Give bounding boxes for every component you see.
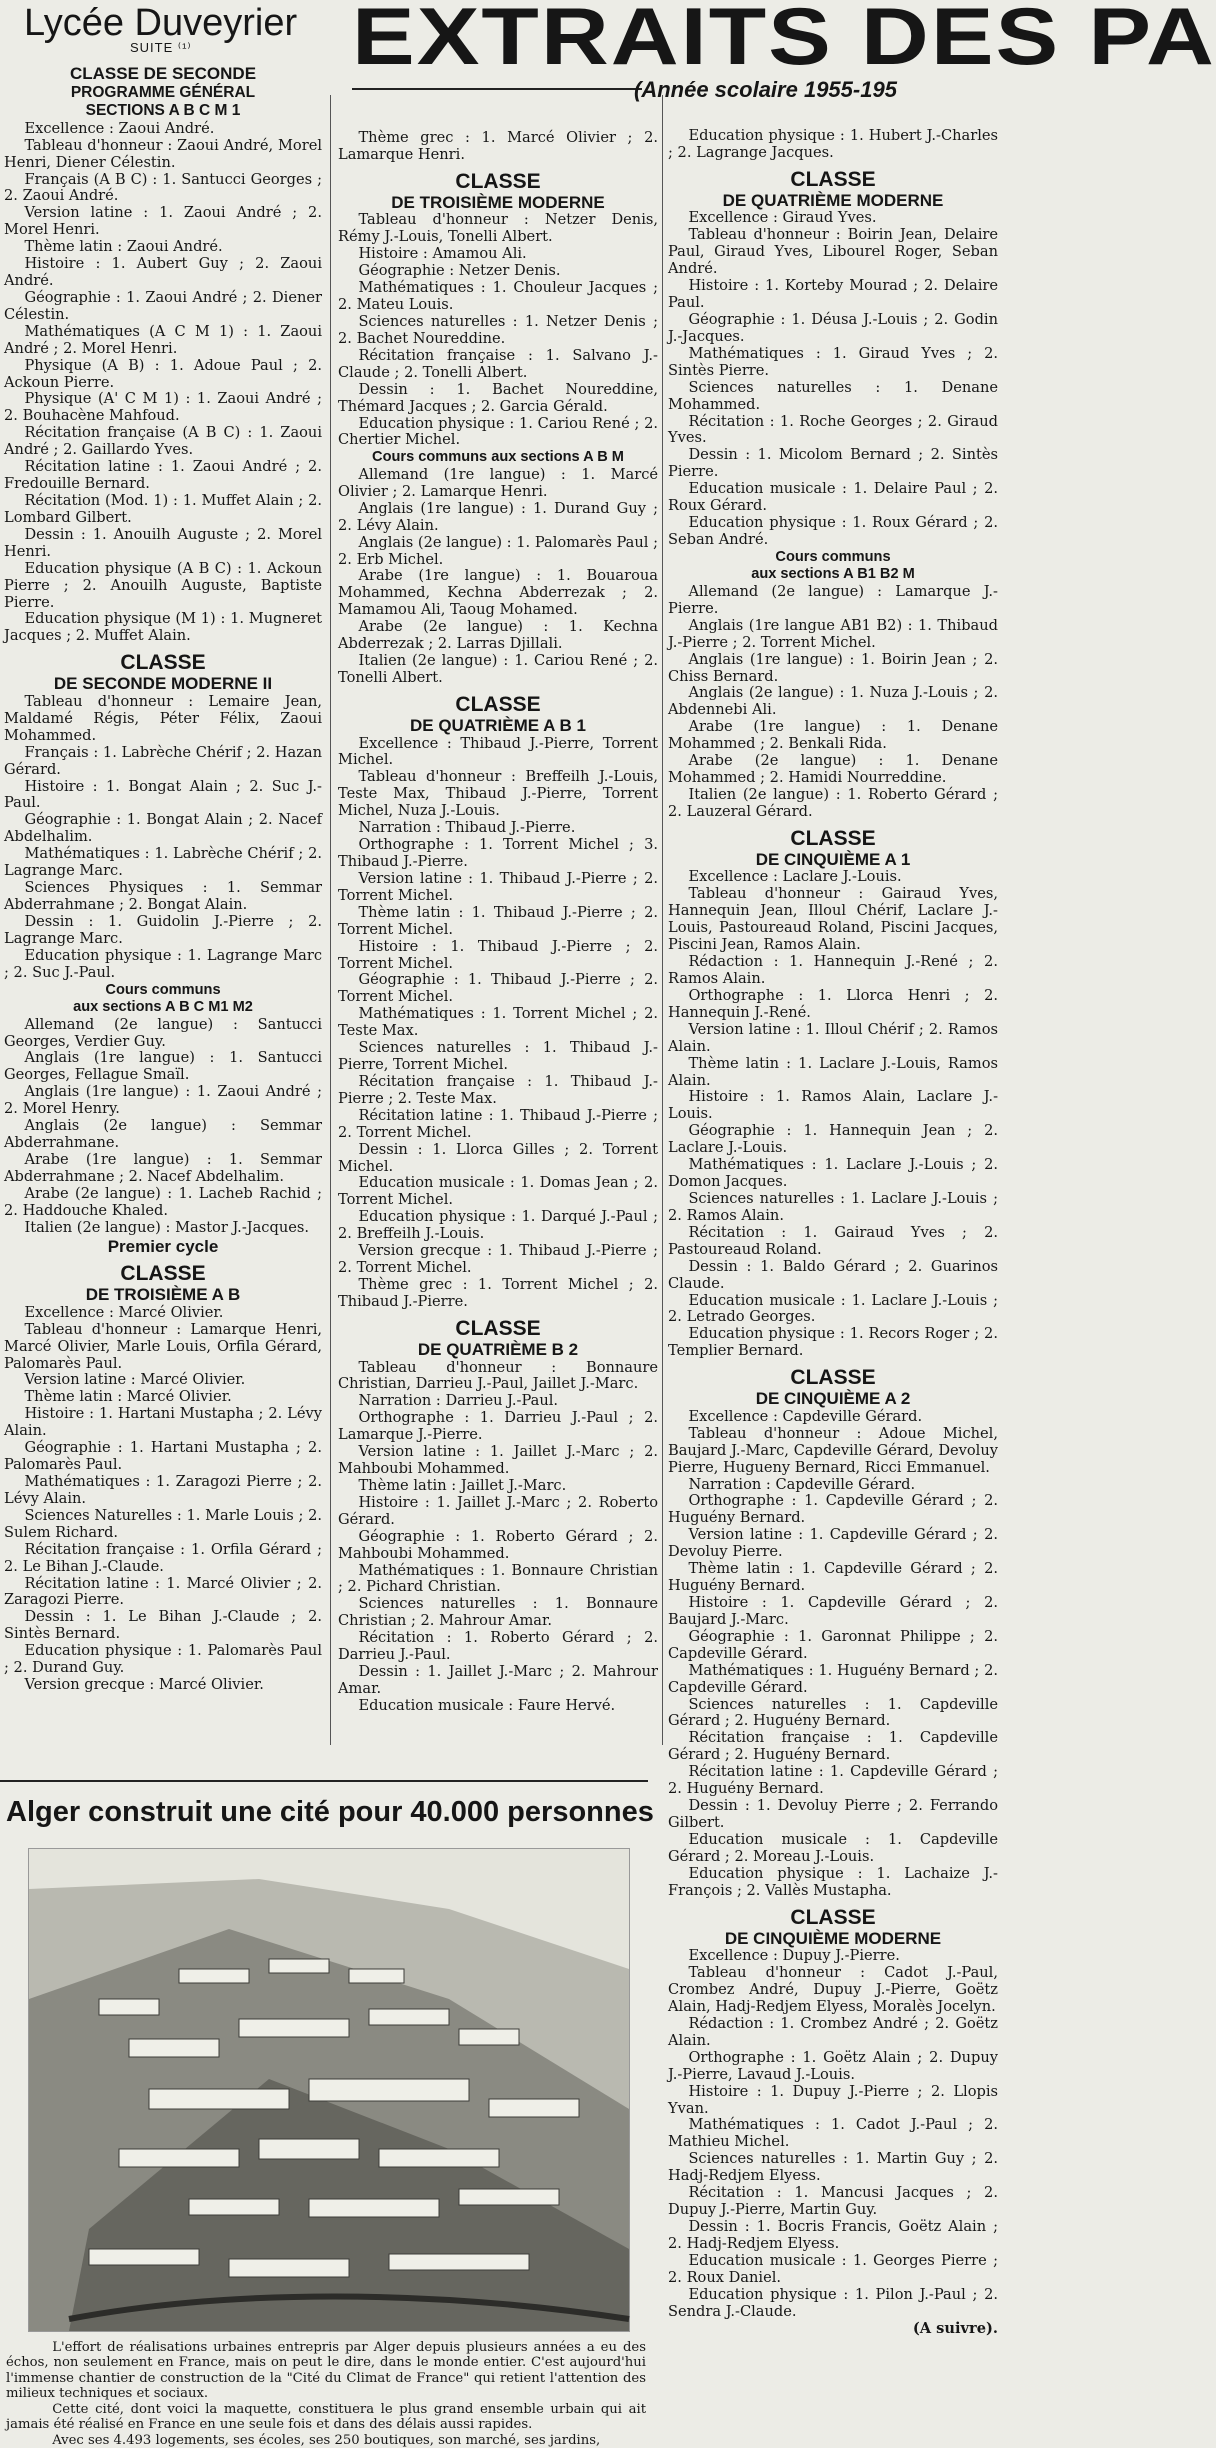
section-heading: DE CINQUIÈME MODERNE (724, 1928, 942, 1948)
result-line: Mathématiques : 1. Chouleur Jacques ; 2. Mateu Louis. (338, 279, 658, 314)
result-line: Physique (A B) : 1. Adoue Paul ; 2. Ackoun Pierre. (4, 356, 322, 391)
result-line: Anglais (2e langue) : Semmar Abderrahmane. (4, 1117, 322, 1152)
result-line: Sciences Physiques : 1. Semmar Abderrahmane ; 2. Bongat Alain. (4, 879, 322, 914)
result-line: Mathématiques : 1. Huguény Bernard ; 2. Capdeville Gérard. (668, 1661, 998, 1696)
result-line: Sciences naturelles : 1. Capdeville Gérard ; 2. Huguény Bernard. (668, 1695, 998, 1730)
result-line: Version latine : 1. Jaillet J.-Marc ; 2. Mahboubi Mohammed. (338, 1443, 658, 1478)
result-line: Mathématiques : 1. Giraud Yves ; 2. Sintès Pierre. (668, 344, 998, 379)
school-name: Lycée Duveyrier (24, 2, 298, 44)
result-line: Arabe (1re langue) : 1. Denane Mohammed ; 2. Benkali Rida. (668, 718, 998, 753)
article-title: Alger construit une cité pour 40.000 personnes (6, 1796, 654, 1828)
result-line: Italien (2e langue) : Mastor J.-Jacques. (24, 1218, 309, 1236)
result-line: Education physique : 1. Cariou René ; 2. Chertier Michel. (338, 414, 658, 449)
result-line: Orthographe : 1. Darrieu J.-Paul ; 2. Lamarque J.-Pierre. (338, 1409, 658, 1444)
result-line: Géographie : 1. Zaoui André ; 2. Diener Célestin. (4, 288, 322, 323)
result-line: Version grecque : Marcé Olivier. (24, 1676, 264, 1694)
caption-paragraph: Cette cité, dont voici la maquette, constituera le plus grand ensemble urbain qui ait jamais été réalisé en France en une seule fois et dans des délais aussi rapides. (6, 2401, 646, 2433)
result-line: Education musicale : 1. Georges Pierre ; 2. Roux Daniel. (668, 2251, 998, 2286)
section-heading: CLASSE (790, 826, 876, 850)
result-line: Sciences naturelles : 1. Denane Mohammed. (668, 378, 998, 413)
result-line: Mathématiques : 1. Bonnaure Christian ; 2. Pichard Christian. (338, 1561, 658, 1596)
result-line: Récitation française (A B C) : 1. Zaoui André ; 2. Gaillardo Yves. (4, 424, 322, 459)
section-heading: DE TROISIÈME A B (85, 1285, 241, 1305)
section-heading: aux sections A B C M1 M2 (73, 999, 253, 1016)
result-line: Education musicale : 1. Capdeville Gérard ; 2. Moreau J.-Louis. (668, 1830, 998, 1865)
result-line: Education physique : 1. Darqué J.-Paul ; 2. Breffeilh J.-Louis. (338, 1208, 658, 1243)
result-line: Récitation : 1. Gairaud Yves ; 2. Pastoureaud Roland. (668, 1223, 998, 1258)
result-line: Education musicale : Faure Hervé. (358, 1696, 616, 1714)
result-line: Récitation : 1. Roberto Gérard ; 2. Darrieu J.-Paul. (338, 1629, 658, 1664)
result-line: Narration : Capdeville Gérard. (688, 1475, 916, 1493)
result-line: Dessin : 1. Baldo Gérard ; 2. Guarinos Claude. (668, 1257, 998, 1292)
result-line: Géographie : 1. Hartani Mustapha ; 2. Palomarès Paul. (4, 1439, 322, 1474)
model-photo (28, 1848, 630, 2332)
result-line: Italien (2e langue) : 1. Cariou René ; 2. Tonelli Albert. (338, 652, 658, 686)
results-column-1 (4, 64, 322, 1694)
result-line: Orthographe : 1. Llorca Henri ; 2. Hannequin J.-René. (668, 986, 998, 1021)
result-line: Education physique : 1. Pilon J.-Paul ; 2. Sendra J.-Claude. (668, 2285, 998, 2320)
result-line: Thème grec : 1. Torrent Michel ; 2. Thibaud J.-Pierre. (338, 1276, 658, 1310)
result-line: Arabe (2e langue) : 1. Kechna Abderrezak ; 2. Larras Djillali. (338, 618, 658, 653)
result-line: Thème latin : 1. Capdeville Gérard ; 2. Huguény Bernard. (668, 1560, 998, 1595)
result-line: Dessin : 1. Llorca Gilles ; 2. Torrent Michel. (338, 1140, 658, 1175)
result-line: Histoire : 1. Hartani Mustapha ; 2. Lévy Alain. (4, 1405, 322, 1440)
result-line: Thème grec : 1. Marcé Olivier ; 2. Lamarque Henri. (338, 129, 658, 163)
section-heading: DE QUATRIÈME A B 1 (410, 715, 586, 735)
result-line: Dessin : 1. Le Bihan J.-Claude ; 2. Sintès Bernard. (4, 1608, 322, 1643)
result-line: Récitation française : 1. Orfila Gérard ; 2. Le Bihan J.-Claude. (4, 1540, 322, 1575)
result-line: Arabe (2e langue) : 1. Denane Mohammed ; 2. Hamidi Nourreddine. (668, 752, 998, 787)
result-line: Thème latin : Jaillet J.-Marc. (358, 1476, 567, 1494)
result-line: Anglais (1re langue) : 1. Zaoui André ; 2. Morel Henry. (4, 1083, 322, 1118)
result-line: Version latine : 1. Thibaud J.-Pierre ; 2. Torrent Michel. (338, 869, 658, 904)
result-line: Narration : Darrieu J.-Paul. (358, 1392, 559, 1410)
result-line: Dessin : 1. Micolom Bernard ; 2. Sintès Pierre. (668, 446, 998, 481)
result-line: Histoire : 1. Dupuy J.-Pierre ; 2. Llopis Yvan. (668, 2082, 998, 2117)
result-line: Mathématiques : 1. Torrent Michel ; 2. Teste Max. (338, 1005, 658, 1040)
result-line: Excellence : Zaoui André. (24, 119, 215, 137)
result-line: Mathématiques : 1. Labrèche Chérif ; 2. Lagrange Marc. (4, 845, 322, 880)
section-heading: CLASSE (120, 651, 206, 675)
result-line: Rédaction : 1. Hannequin J.-René ; 2. Ramos Alain. (668, 953, 998, 987)
section-heading: Cours communs (775, 548, 891, 565)
result-line: Dessin : 1. Devoluy Pierre ; 2. Ferrando Gilbert. (668, 1797, 998, 1831)
result-line: Thème latin : 1. Thibaud J.-Pierre ; 2. Torrent Michel. (338, 903, 658, 938)
section-heading: CLASSE (455, 1316, 541, 1340)
result-line: Anglais (1re langue) : 1. Boirin Jean ; 2. Chiss Bernard. (668, 650, 998, 685)
result-line: Version grecque : 1. Thibaud J.-Pierre ; 2. Torrent Michel. (338, 1242, 658, 1277)
result-line: Récitation française : 1. Capdeville Gérard ; 2. Huguény Bernard. (668, 1729, 998, 1764)
result-line: Mathématiques : 1. Zaragozi Pierre ; 2. Lévy Alain. (4, 1473, 322, 1507)
section-heading: DE SECONDE MODERNE II (53, 674, 273, 694)
result-line: Anglais (1re langue) : 1. Durand Guy ; 2. Lévy Alain. (338, 499, 658, 534)
result-line: Géographie : 1. Hannequin Jean ; 2. Laclare J.-Louis. (668, 1122, 998, 1157)
result-line: Physique (A' C M 1) : 1. Zaoui André ; 2. Bouhacène Mahfoud. (4, 390, 322, 425)
headline-rule (352, 88, 642, 90)
result-line: Version latine : 1. Illoul Chérif ; 2. Ramos Alain. (668, 1020, 998, 1055)
result-line: Education physique : 1. Recors Roger ; 2. Templier Bernard. (668, 1325, 998, 1360)
section-heading: CLASSE (120, 1262, 206, 1286)
result-line: Sciences naturelles : 1. Thibaud J.-Pierre, Torrent Michel. (338, 1039, 658, 1074)
result-line: Education musicale : 1. Delaire Paul ; 2. Roux Gérard. (668, 480, 998, 515)
section-heading: Premier cycle (107, 1236, 219, 1256)
result-line: Dessin : 1. Anouilh Auguste ; 2. Morel Henri. (4, 525, 322, 560)
result-line: Version latine : 1. Capdeville Gérard ; 2. Devoluy Pierre. (668, 1526, 998, 1561)
result-line: Tableau d'honneur : Gairaud Yves, Hannequin Jean, Illoul Chérif, Laclare J.-Louis, Pastoureaud Roland, Piscini Jacques, Piscini Jean, Ramos Alain. (668, 885, 998, 954)
result-line: Arabe (1re langue) : 1. Semmar Abderrahmane ; 2. Nacef Abdelhalim. (4, 1151, 322, 1185)
result-line: Géographie : 1. Déusa J.-Louis ; 2. Godin J.-Jacques. (668, 311, 998, 345)
result-line: Récitation latine : 1. Zaoui André ; 2. Fredouille Bernard. (4, 458, 322, 493)
result-line: Orthographe : 1. Capdeville Gérard ; 2. Huguény Bernard. (668, 1492, 998, 1527)
result-line: Anglais (2e langue) : 1. Nuza J.-Louis ; 2. Abdennebi Ali. (668, 684, 998, 719)
result-line: Sciences naturelles : 1. Martin Guy ; 2. Hadj-Redjem Elyess. (668, 2150, 998, 2185)
result-line: Français (A B C) : 1. Santucci Georges ; 2. Zaoui André. (4, 170, 322, 205)
result-line: Dessin : 1. Jaillet J.-Marc ; 2. Mahrour Amar. (338, 1663, 658, 1698)
result-line: Excellence : Marcé Olivier. (24, 1303, 224, 1321)
result-line: Anglais (1re langue) : 1. Santucci Georges, Fellague Smaïl. (4, 1049, 322, 1084)
result-line: Mathématiques : 1. Laclare J.-Louis ; 2. Domon Jacques. (668, 1156, 998, 1191)
result-line: Education physique : 1. Lagrange Marc ; 2. Suc J.-Paul. (4, 946, 322, 981)
result-line: Mathématiques (A C M 1) : 1. Zaoui André ; 2. Morel Henri. (4, 322, 322, 357)
result-line: Narration : Thibaud J.-Pierre. (358, 819, 576, 837)
result-line: Allemand (1re langue) : 1. Marcé Olivier ; 2. Lamarque Henri. (338, 465, 658, 500)
result-line: Version latine : Marcé Olivier. (24, 1371, 246, 1389)
results-column-3 (668, 128, 998, 2337)
result-line: Arabe (2e langue) : 1. Lacheb Rachid ; 2. Haddouche Khaled. (4, 1184, 322, 1219)
section-heading: PROGRAMME GÉNÉRAL (70, 83, 256, 101)
result-line: Récitation latine : 1. Thibaud J.-Pierre ; 2. Torrent Michel. (338, 1106, 658, 1141)
result-line: Education musicale : 1. Domas Jean ; 2. Torrent Michel. (338, 1174, 658, 1209)
result-line: Education physique : 1. Hubert J.-Charles ; 2. Lagrange Jacques. (668, 127, 998, 161)
result-line: Récitation latine : 1. Marcé Olivier ; 2. Zaragozi Pierre. (4, 1574, 322, 1609)
result-line: Sciences naturelles : 1. Netzer Denis ; 2. Bachet Noureddine. (338, 313, 658, 347)
result-line: Education physique (A B C) : 1. Ackoun Pierre ; 2. Anouilh Auguste, Baptiste Pierre. (4, 559, 322, 611)
subheadline: (Année scolaire 1955-195 (634, 77, 897, 102)
section-heading: CLASSE (790, 1366, 876, 1390)
section-heading: Cours communs (105, 981, 221, 998)
result-line: Excellence : Capdeville Gérard. (688, 1407, 923, 1425)
result-line: Histoire : 1. Jaillet J.-Marc ; 2. Roberto Gérard. (338, 1493, 658, 1528)
section-heading: Cours communs aux sections A B M (372, 449, 624, 466)
result-line: Dessin : 1. Bocris Francis, Goëtz Alain ; 2. Hadj-Redjem Elyess. (668, 2217, 998, 2252)
column-divider (330, 95, 331, 1745)
result-line: Allemand (2e langue) : Lamarque J.-Pierre. (668, 582, 998, 617)
section-heading: CLASSE (790, 1905, 876, 1929)
result-line: Excellence : Thibaud J.-Pierre, Torrent Michel. (338, 734, 658, 769)
photo-caption (6, 2340, 646, 2448)
result-line: Récitation : 1. Mancusi Jacques ; 2. Dupuy J.-Pierre, Martin Guy. (668, 2184, 998, 2219)
result-line: Tableau d'honneur : Lamarque Henri, Marcé Olivier, Marle Louis, Orfila Gérard, Palomarès Paul. (4, 1320, 322, 1372)
section-heading: DE CINQUIÈME A 1 (755, 849, 911, 869)
result-line: Géographie : 1. Bongat Alain ; 2. Nacef Abdelhalim. (4, 811, 322, 846)
result-line: Anglais (2e langue) : 1. Palomarès Paul ; 2. Erb Michel. (338, 533, 658, 568)
section-heading: DE CINQUIÈME A 2 (755, 1389, 911, 1409)
result-line: Tableau d'honneur : Netzer Denis, Rémy J.-Louis, Tonelli Albert. (338, 211, 658, 246)
result-line: Histoire : 1. Ramos Alain, Laclare J.-Louis. (668, 1088, 998, 1123)
result-line: Récitation : 1. Roche Georges ; 2. Giraud Yves. (668, 412, 998, 447)
result-line: Excellence : Dupuy J.-Pierre. (688, 1947, 900, 1965)
city-model-image (29, 1849, 629, 2331)
continued-note: (A suivre). (912, 2319, 998, 2337)
result-line: Education physique : 1. Roux Gérard ; 2. Seban André. (668, 514, 998, 548)
result-line: Tableau d'honneur : Lemaire Jean, Maldamé Régis, Péter Félix, Zaoui Mohammed. (4, 692, 322, 744)
result-line: Récitation française : 1. Salvano J.-Claude ; 2. Tonelli Albert. (338, 346, 658, 381)
result-line: Excellence : Laclare J.-Louis. (688, 868, 902, 886)
result-line: Allemand (2e langue) : Santucci Georges, Verdier Guy. (4, 1015, 322, 1050)
headline: EXTRAITS DES PA (352, 0, 1216, 82)
result-line: Histoire : 1. Capdeville Gérard ; 2. Baujard J.-Marc. (668, 1593, 998, 1628)
section-heading: DE QUATRIÈME MODERNE (722, 190, 944, 210)
result-line: Histoire : 1. Aubert Guy ; 2. Zaoui André. (4, 255, 322, 290)
result-line: Histoire : 1. Bongat Alain ; 2. Suc J.-Paul. (4, 777, 322, 812)
result-line: Thème latin : 1. Laclare J.-Louis, Ramos Alain. (668, 1054, 998, 1089)
result-line: Dessin : 1. Bachet Noureddine, Thémard Jacques ; 2. Garcia Gérald. (338, 380, 658, 415)
result-line: Dessin : 1. Guidolin J.-Pierre ; 2. Lagrange Marc. (4, 912, 322, 947)
result-line: Thème latin : Zaoui André. (24, 238, 223, 256)
suite-note: SUITE ⁽¹⁾ (130, 40, 192, 55)
result-line: Géographie : 1. Garonnat Philippe ; 2. Capdeville Gérard. (668, 1627, 998, 1662)
column-divider (662, 95, 663, 1745)
section-heading: aux sections A B1 B2 M (751, 566, 915, 583)
section-heading: CLASSE (455, 692, 541, 716)
result-line: Géographie : 1. Roberto Gérard ; 2. Mahboubi Mohammed. (338, 1527, 658, 1562)
caption-paragraph: Avec ses 4.493 logements, ses écoles, ses 250 boutiques, son marché, ses jardins, (52, 2432, 601, 2448)
section-heading: DE TROISIÈME MODERNE (391, 192, 605, 212)
result-line: Histoire : Amamou Ali. (358, 245, 527, 263)
result-line: Tableau d'honneur : Bonnaure Christian, Darrieu J.-Paul, Jaillet J.-Marc. (338, 1358, 658, 1393)
section-heading: CLASSE (455, 169, 541, 193)
result-line: Orthographe : 1. Torrent Michel ; 3. Thibaud J.-Pierre. (338, 836, 658, 870)
result-line: Géographie : 1. Thibaud J.-Pierre ; 2. Torrent Michel. (338, 971, 658, 1006)
result-line: Excellence : Giraud Yves. (688, 209, 877, 227)
result-line: Anglais (1re langue AB1 B2) : 1. Thibaud J.-Pierre ; 2. Torrent Michel. (668, 616, 998, 651)
result-line: Tableau d'honneur : Zaoui André, Morel Henri, Diener Célestin. (4, 136, 322, 171)
result-line: Récitation latine : 1. Capdeville Gérard ; 2. Huguény Bernard. (668, 1763, 998, 1798)
result-line: Histoire : 1. Korteby Mourad ; 2. Delaire Paul. (668, 277, 998, 312)
result-line: Education musicale : 1. Laclare J.-Louis ; 2. Letrado Georges. (668, 1291, 998, 1326)
result-line: Thème latin : Marcé Olivier. (24, 1388, 232, 1406)
result-line: Arabe (1re langue) : 1. Bouaroua Mohammed, Kechna Abderrezak ; 2. Mamamou Ali, Taoug Mohamed. (338, 567, 658, 619)
result-line: Education physique (M 1) : 1. Mugneret Jacques ; 2. Muffet Alain. (4, 610, 322, 645)
section-heading: SECTIONS A B C M 1 (85, 102, 241, 120)
results-column-2 (338, 130, 658, 1715)
result-line: Histoire : 1. Thibaud J.-Pierre ; 2. Torrent Michel. (338, 937, 658, 972)
result-line: Français : 1. Labrèche Chérif ; 2. Hazan Gérard. (4, 743, 322, 778)
result-line: Rédaction : 1. Crombez André ; 2. Goëtz Alain. (668, 2014, 998, 2049)
section-heading: CLASSE (790, 167, 876, 191)
article-rule (0, 1780, 648, 1782)
result-line: Géographie : Netzer Denis. (358, 262, 561, 280)
section-heading: DE QUATRIÈME B 2 (417, 1339, 579, 1359)
result-line: Sciences Naturelles : 1. Marle Louis ; 2. Sulem Richard. (4, 1506, 322, 1541)
result-line: Récitation (Mod. 1) : 1. Muffet Alain ; 2. Lombard Gilbert. (4, 492, 322, 526)
result-line: Education physique : 1. Lachaize J.-François ; 2. Vallès Mustapha. (668, 1864, 998, 1899)
result-line: Mathématiques : 1. Cadot J.-Paul ; 2. Mathieu Michel. (668, 2116, 998, 2151)
result-line: Education physique : 1. Palomarès Paul ; 2. Durand Guy. (4, 1642, 322, 1677)
result-line: Italien (2e langue) : 1. Roberto Gérard ; 2. Lauzeral Gérard. (668, 785, 998, 820)
result-line: Tableau d'honneur : Boirin Jean, Delaire Paul, Giraud Yves, Libourel Roger, Seban André. (668, 226, 998, 278)
result-line: Tableau d'honneur : Breffeilh J.-Louis, Teste Max, Thibaud J.-Pierre, Torrent Michel, Nuza J.-Louis. (338, 768, 658, 820)
result-line: Sciences naturelles : 1. Bonnaure Christian ; 2. Mahrour Amar. (338, 1595, 658, 1630)
result-line: Tableau d'honneur : Adoue Michel, Baujard J.-Marc, Capdeville Gérard, Devoluy Pierre, Hugueny Bernard, Ricci Emmanuel. (668, 1424, 998, 1476)
result-line: Sciences naturelles : 1. Laclare J.-Louis ; 2. Ramos Alain. (668, 1189, 998, 1224)
section-heading: CLASSE DE SECONDE (69, 64, 257, 83)
result-line: Version latine : 1. Zaoui André ; 2. Morel Henri. (4, 204, 322, 239)
result-line: Récitation française : 1. Thibaud J.-Pierre ; 2. Teste Max. (338, 1072, 658, 1107)
caption-paragraph: L'effort de réalisations urbaines entrepris par Alger depuis plusieurs années a eu des échos, non seulement en France, mais on peut le dire, dans le monde entier. C'est aujourd'hui l'immense chantier de construction de la "Cité du Climat de France" qui retient l'attention des milieux techniques et sociaux. (6, 2340, 646, 2402)
result-line: Orthographe : 1. Goëtz Alain ; 2. Dupuy J.-Pierre, Lavaud J.-Louis. (668, 2048, 998, 2083)
result-line: Tableau d'honneur : Cadot J.-Paul, Crombez André, Dupuy J.-Pierre, Goëtz Alain, Hadj-Redjem Elyess, Moralès Jocelyn. (668, 1964, 998, 2015)
